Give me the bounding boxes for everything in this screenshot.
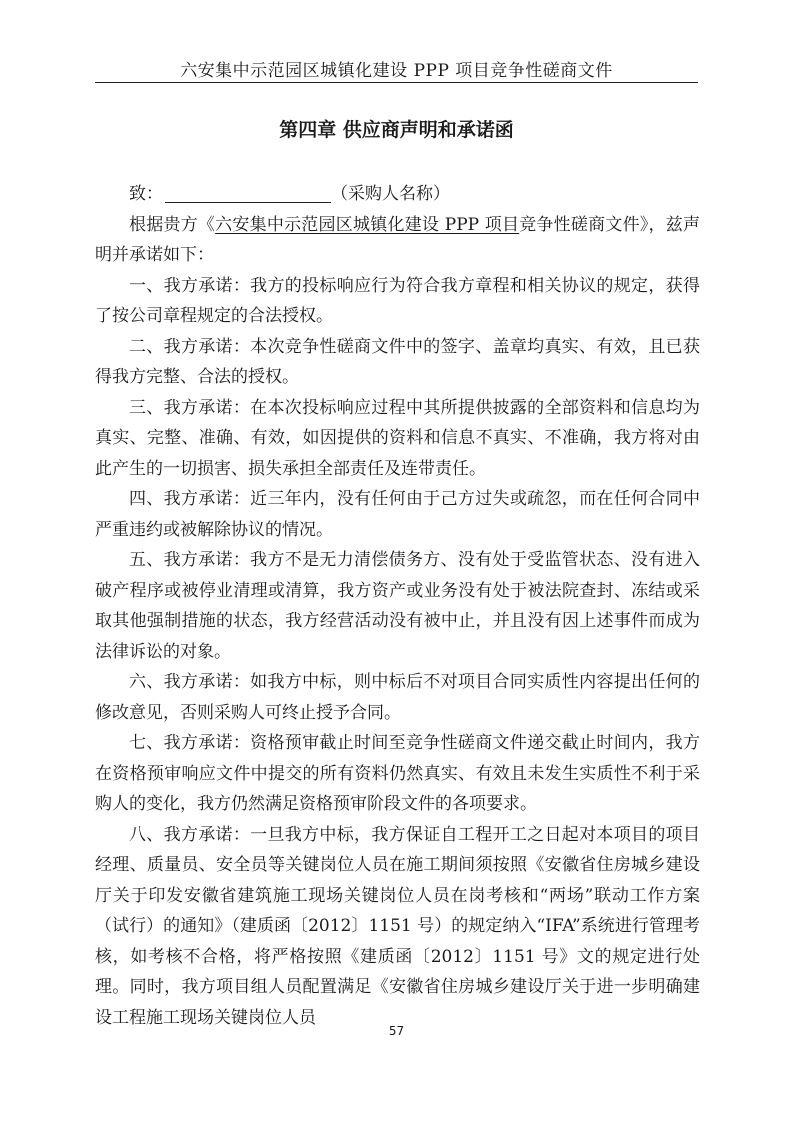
project-name-underlined: 六安集中示范园区城镇化建设 PPP 项目: [215, 214, 520, 235]
running-header: 六安集中示范园区城镇化建设 PPP 项目竞争性磋商文件: [180, 61, 613, 81]
intro-paragraph: [95, 210, 700, 271]
commitment-7: 七、我方承诺：资格预审截止时间至竞争性磋商文件递交截止时间内，我方在资格预审响应文件中提交的所有资料仍然真实、有效且未发生实质性不利于采购人的变化，我方仍然满足资格预审阶段文件的各项要求。: [95, 733, 700, 814]
salutation-line: [95, 179, 700, 210]
letter-body: [95, 179, 700, 1033]
intro-prefix: 根据贵方《: [129, 214, 216, 235]
salutation-label: 致：: [129, 184, 163, 204]
commitment-6: 六、我方承诺：如我方中标，则中标后不对项目合同实质性内容提出任何的修改意见，否则采购人可终止授予合同。: [95, 672, 700, 723]
commitment-8: 八、我方承诺：一旦我方中标，我方保证自工程开工之日起对本项目的项目经理、质量员、安全员等关键岗位人员在施工期间须按照《安徽省住房城乡建设厅关于印发安徽省建筑施工现场关键岗位人员在岗考核和“两场”联动工作方案（试行）的通知》（建质函〔2012〕1151 号）的规定纳入“IFA”系统进行管理考核，如考核不合格，将严格按照《建质函〔2012〕1151 号》文的规定进行处理。同时，我方项目组人员配置满足《安徽省住房城乡建设厅关于进一步明确建设工程施工现场关键岗位人员: [95, 824, 700, 1028]
intro-suffix: 竞争性磋商文件》，兹声明并承诺如下：: [95, 214, 701, 265]
chapter-title: 第四章 供应商声明和承诺函: [279, 119, 514, 141]
commitment-3: 三、我方承诺：在本次投标响应过程中其所提供披露的全部资料和信息均为真实、完整、准确、有效，如因提供的资料和信息不真实、不准确，我方将对由此产生的一切损害、损失承担全部责任及连带责任。: [95, 397, 700, 479]
recipient-blank: [165, 184, 331, 203]
recipient-note: （采购人名称）: [331, 184, 450, 204]
page-number: 57: [388, 1024, 405, 1038]
commitment-5: 五、我方承诺：我方不是无力清偿债务方、没有处于受监管状态、没有进入破产程序或被停业清理或清算，我方资产或业务没有处于被法院查封、冻结或采取其他强制措施的状态，我方经营活动没有被中止，并且没有因上述事件而成为法律诉讼的对象。: [95, 550, 700, 662]
commitment-2: 二、我方承诺：本次竞争性磋商文件中的签字、盖章均真实、有效，且已获得我方完整、合法的授权。: [95, 336, 700, 387]
commitment-1: 一、我方承诺：我方的投标响应行为符合我方章程和相关协议的规定，获得了按公司章程规定的合法授权。: [95, 275, 700, 326]
commitment-4: 四、我方承诺：近三年内，没有任何由于己方过失或疏忽，而在任何合同中严重违约或被解除协议的情况。: [95, 489, 700, 540]
header-rule: [95, 82, 698, 83]
